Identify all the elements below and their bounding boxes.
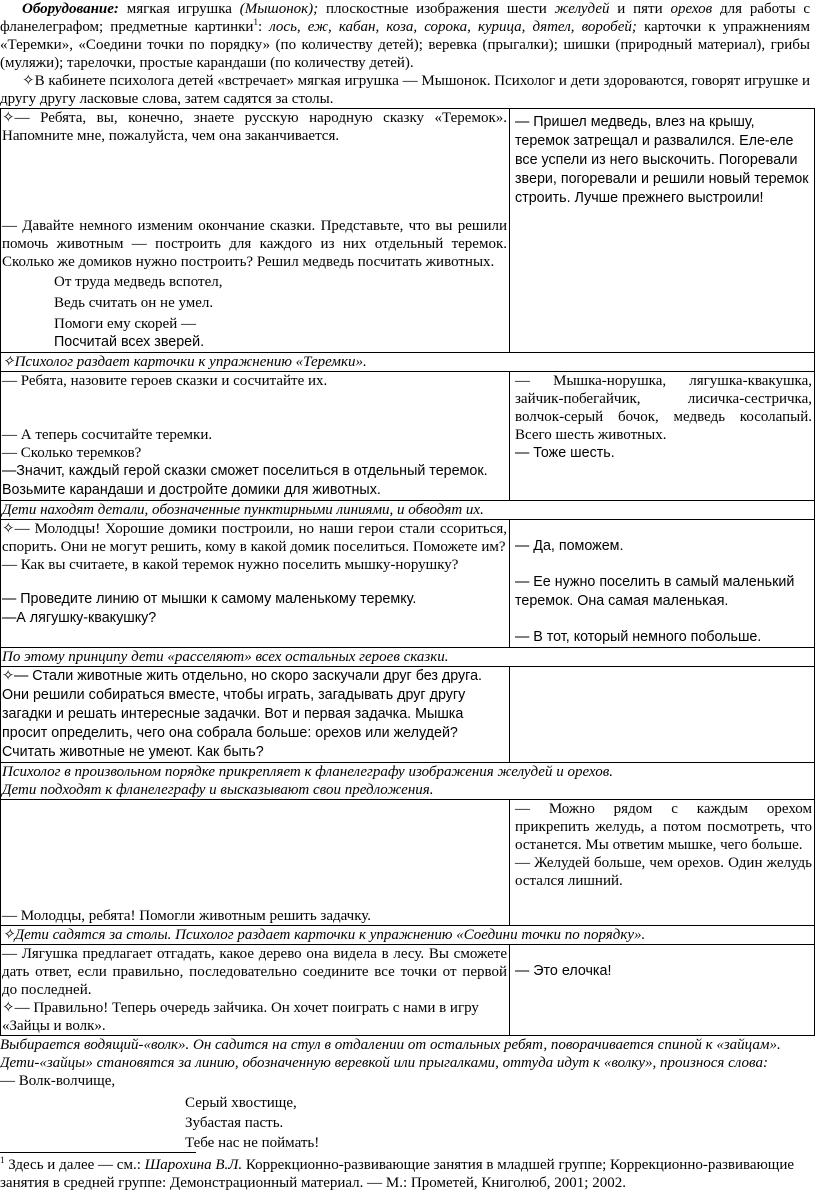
- psychologist-line: ✧— Ребята, вы, конечно, знаете русскую народную сказку «Теремок». Напомните мне, пожалуйста, чем она заканчивается.: [2, 110, 507, 144]
- table-row: [1, 109, 815, 353]
- equipment-text: :: [257, 19, 270, 35]
- four-point-star-icon: ✧: [2, 927, 15, 943]
- equipment-text: и пяти: [609, 1, 671, 17]
- psychologist-line: —А лягушку-квакушку?: [2, 610, 157, 626]
- direction-line: Психолог в произвольном порядке прикрепляет к фланелеграфу изображения желудей и орехов.: [2, 764, 613, 780]
- psychologist-line: — Давайте немного изменим окончание сказки. Представьте, что вы решили помочь животным — построить для каждого из них отдельный теремок. Сколько же домиков нужно построить? Решил медведь посчитать животных.: [2, 218, 507, 270]
- verse-line: Посчитай всех зверей.: [54, 334, 205, 350]
- table-row: [1, 945, 815, 1036]
- children-line: — В тот, который немного побольше.: [515, 629, 762, 645]
- four-point-star-icon: ✧: [2, 110, 15, 126]
- table-row: [1, 648, 815, 667]
- children-line: — Мышка-норушка, лягушка-квакушка, зайчик-побегайчик, лисичка-сестричка, волчок-серый бочок, медведь косолапый. Всего шесть животных.: [515, 373, 812, 443]
- footnote-number: 1: [0, 1155, 5, 1165]
- children-cell: [510, 945, 815, 1036]
- meeting-text: В кабинете психолога детей «встречает» мягкая игрушка — Мышонок. Психолог и дети здороваются, говорят игрушке и другу другу ласковые слова, затем садятся за столы.: [0, 73, 810, 107]
- four-point-star-icon: ✧: [2, 1000, 15, 1016]
- psychologist-line: ✧— Правильно! Теперь очередь зайчика. Он хочет поиграть с нами в игру «Зайцы и волк».: [2, 1000, 479, 1034]
- footnote-ref: 1: [253, 17, 258, 27]
- game-line: Дети-«зайцы» становятся за линию, обозначенную веревкой или прыгалками, оттуда идут к «волку», произнося слова:: [0, 1055, 768, 1071]
- psychologist-line: — Ребята, назовите героев сказки и сосчитайте их.: [2, 373, 328, 389]
- meeting-paragraph: [0, 72, 810, 108]
- psychologist-line: — Молодцы, ребята! Помогли животным решить задачку.: [2, 908, 372, 924]
- children-line: — Ее нужно поселить в самый маленький теремок. Она самая маленькая.: [515, 574, 795, 609]
- table-row: [1, 763, 815, 800]
- children-line: — Да, поможем.: [515, 538, 624, 554]
- game-line: Выбирается водящий-«волк». Он садится на стул в отдалении от остальных ребят, поворачивается спиной к «зайцам».: [0, 1037, 781, 1053]
- children-line: — Тоже шесть.: [515, 445, 615, 461]
- children-cell: [510, 372, 815, 501]
- children-cell: [510, 109, 815, 353]
- verse-line: Помоги ему скорей —: [54, 316, 196, 332]
- direction-row: [1, 763, 815, 800]
- footnote: [0, 1156, 812, 1192]
- direction-row: Дети находят детали, обозначенные пунктирными линиями, и обводят их.: [1, 501, 815, 520]
- children-cell: [510, 800, 815, 926]
- four-point-star-icon: ✧: [2, 521, 15, 537]
- psychologist-cell: [1, 520, 510, 648]
- children-line: — Пришел медведь, влез на крышу, теремок затрещал и развалился. Еле-еле все успели из него выскочить. Погоревали звери, погоревали и решили новый теремок строить. Лучше прежнего выстроили!: [515, 114, 809, 206]
- poem-line: Зубастая пасть.: [185, 1115, 284, 1131]
- equipment-toy: (Мышонок);: [239, 1, 319, 17]
- table-row: [1, 926, 815, 945]
- direction-row: ✧Дети садятся за столы. Психолог раздает карточки к упражнению «Соедини точки по порядку».: [1, 926, 815, 945]
- four-point-star-icon: ✧: [2, 354, 15, 370]
- children-line: — Желудей больше, чем орехов. Один желудь остался лишний.: [515, 855, 812, 889]
- equipment-text: мягкая игрушка: [118, 1, 240, 17]
- verse-line: От труда медведь вспотел,: [54, 274, 223, 290]
- psychologist-line: — А теперь сосчитайте теремки.: [2, 427, 213, 443]
- direction-row: По этому принципу дети «расселяют» всех остальных героев сказки.: [1, 648, 815, 667]
- children-line: — Можно рядом с каждым орехом прикрепить желудь, а потом посмотреть, что останется. Мы ответим мышке, чего больше.: [515, 801, 812, 853]
- equipment-label: Оборудование:: [22, 1, 119, 17]
- psychologist-cell: ✧— Стали животные жить отдельно, но скоро заскучали друг без друга. Они решили собираться вместе, чтобы играть, загадывать друг другу загадки и решать интересные задачки. Вот и первая задачка. Мышка просит определить, чего она собрала больше: орехов или желудей? Считать животные не умеют. Как быть?: [1, 667, 510, 763]
- equipment-text: карточки к упражнениям «Теремки», «Соедини точки по порядку» (по количеству детей); веревка (прыгалки); шишки (природный материал), грибы (муляжи); тарелочки, простые карандаши (по количеству детей).: [0, 19, 810, 71]
- children-cell: [510, 667, 815, 763]
- footnote-text: Коррекционно-развивающие занятия в младшей группе; Коррекционно-развивающие занятия в средней группе: Демонстрационный материал. — М.: Прометей, Книголюб, 2001; 2002.: [0, 1157, 795, 1191]
- direction-row: ✧Психолог раздает карточки к упражнению «Теремки».: [1, 353, 815, 372]
- game-call: — Волк-волчище,: [0, 1073, 116, 1089]
- psychologist-line: ✧— Молодцы! Хорошие домики построили, но наши герои стали ссориться, спорить. Они не могут решить, кому в какой домик поселиться. Поможете им?: [2, 521, 507, 555]
- lesson-script-table: [0, 108, 815, 1036]
- equipment-nuts: орехов: [670, 1, 713, 17]
- verse-line: Ведь считать он не умел.: [54, 295, 214, 311]
- psychologist-line: —Значит, каждый герой сказки сможет поселиться в отдельный теремок. Возьмите карандаши и достройте домики для животных.: [2, 463, 488, 498]
- psychologist-cell: [1, 372, 510, 501]
- psychologist-line: — Лягушка предлагает отгадать, какое дерево она видела в лесу. Вы сможете дать ответ, если правильно, последовательно соедините все точки от первой до последней.: [2, 946, 507, 998]
- psychologist-line: — Как вы считаете, в какой теремок нужно поселить мышку-норушку?: [2, 557, 459, 573]
- footnote-author: Шарохина В.Л.: [144, 1157, 243, 1173]
- four-point-star-icon: ✧: [2, 668, 14, 684]
- footnote-text: Здесь и далее — см.:: [4, 1157, 145, 1173]
- equipment-text: для работы с фланелеграфом; предметные картинки: [0, 1, 811, 35]
- table-row: [1, 501, 815, 520]
- equipment-paragraph: [0, 0, 810, 72]
- equipment-animals: лось, еж, кабан, коза, сорока, курица, дятел, воробей;: [269, 19, 637, 35]
- table-row: [1, 800, 815, 926]
- psychologist-line: — Сколько теремков?: [2, 445, 142, 461]
- psychologist-cell: [1, 945, 510, 1036]
- table-row: [1, 520, 815, 648]
- psychologist-line: — Проведите линию от мышки к самому маленькому теремку.: [2, 591, 417, 607]
- direction-line: Дети подходят к фланелеграфу и высказывают свои предложения.: [2, 782, 434, 798]
- four-point-star-icon: ✧: [22, 73, 35, 89]
- table-row: [1, 372, 815, 501]
- equipment-text: плоскостные изображения шести: [318, 1, 555, 17]
- psychologist-cell: [1, 800, 510, 926]
- table-row: [1, 667, 815, 763]
- footnote-separator: [0, 1152, 196, 1153]
- poem-line: Серый хвостище,: [185, 1095, 297, 1111]
- poem-line: Тебе нас не поймать!: [185, 1135, 320, 1151]
- game-instructions: [0, 1036, 812, 1072]
- children-line: — Это елочка!: [515, 963, 612, 979]
- children-cell: [510, 520, 815, 648]
- equipment-acorns: желудей: [554, 1, 610, 17]
- psychologist-cell: [1, 109, 510, 353]
- table-row: [1, 353, 815, 372]
